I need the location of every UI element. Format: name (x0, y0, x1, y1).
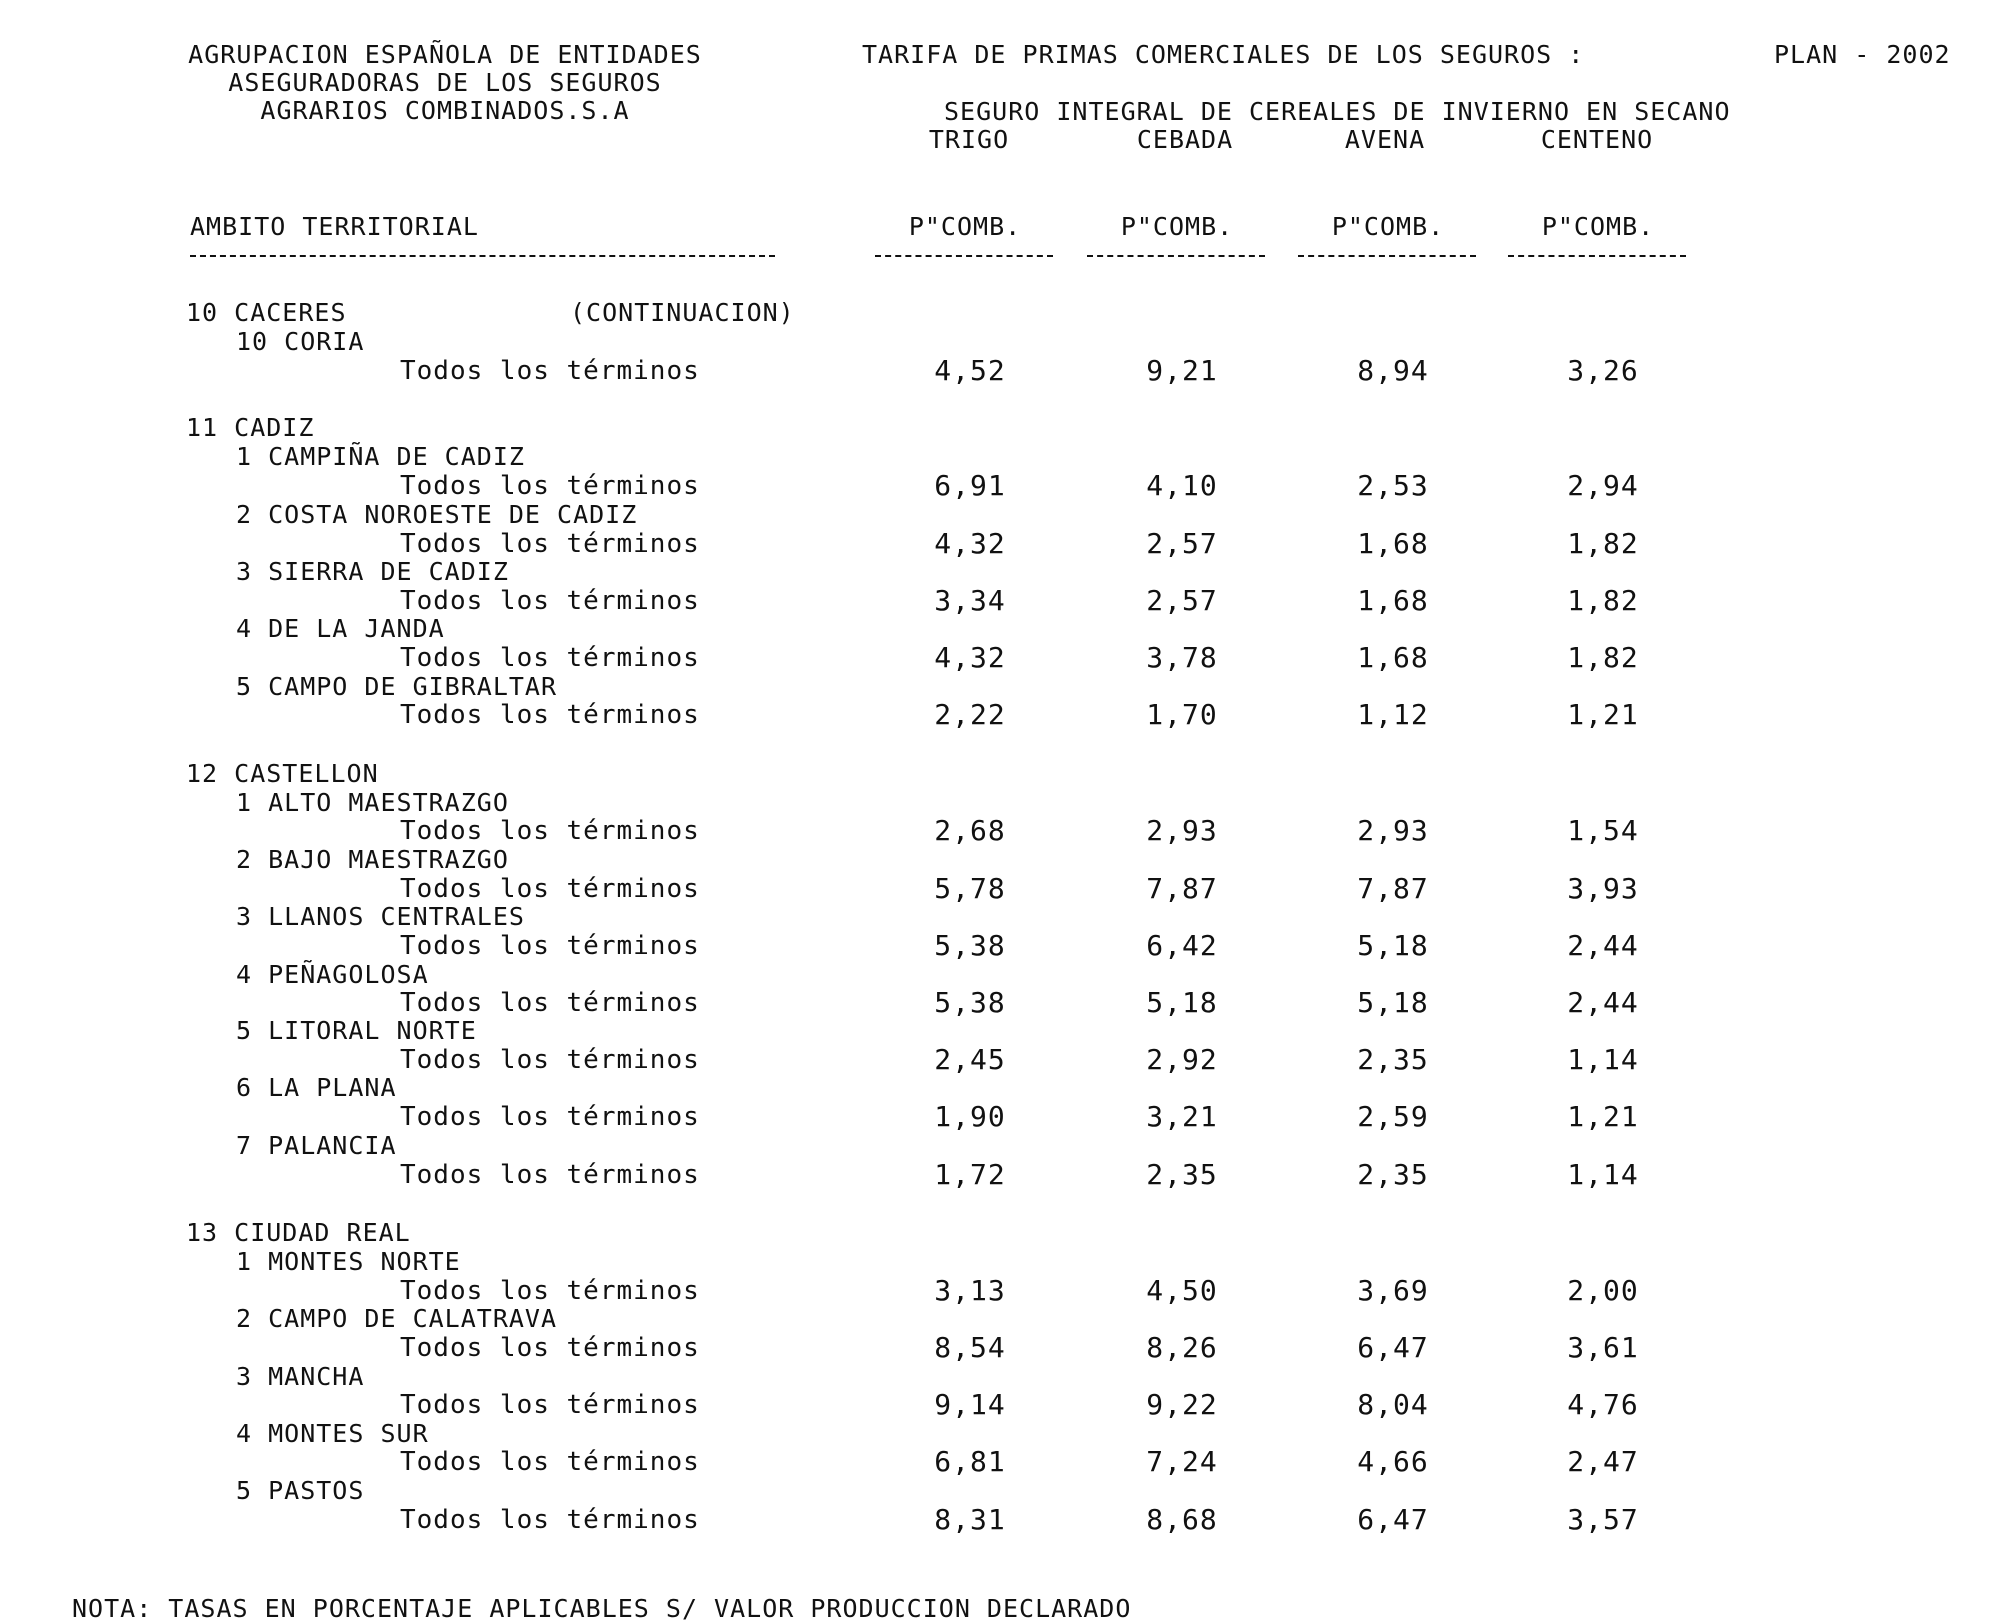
value-cebada: 7,24 (1146, 1445, 1218, 1478)
value-trigo: 6,81 (934, 1445, 1006, 1478)
comarca-label: 3 SIERRA DE CADIZ (236, 557, 509, 586)
value-avena: 1,68 (1357, 584, 1429, 617)
value-cebada: 2,57 (1146, 584, 1218, 617)
value-centeno: 1,82 (1567, 641, 1639, 674)
value-trigo: 6,91 (934, 469, 1006, 502)
subheader-avena: P"COMB. (1331, 212, 1445, 241)
province-label: 10 CACERES (186, 298, 347, 327)
value-cebada: 8,68 (1146, 1503, 1218, 1536)
value-trigo: 3,13 (934, 1274, 1006, 1307)
value-avena: 1,68 (1357, 641, 1429, 674)
value-trigo: 3,34 (934, 584, 1006, 617)
value-avena: 6,47 (1357, 1503, 1429, 1536)
value-centeno: 1,14 (1567, 1043, 1639, 1076)
comarca-label: 2 CAMPO DE CALATRAVA (236, 1304, 558, 1333)
terms-label: Todos los términos (400, 874, 700, 904)
value-avena: 2,53 (1357, 469, 1429, 502)
province-label: 12 CASTELLON (186, 759, 379, 788)
value-centeno: 1,21 (1567, 1100, 1639, 1133)
terms-label: Todos los términos (400, 356, 700, 386)
value-avena: 2,35 (1357, 1043, 1429, 1076)
value-centeno: 3,26 (1567, 354, 1639, 387)
terms-label: Todos los términos (400, 643, 700, 673)
comarca-label: 1 ALTO MAESTRAZGO (236, 788, 509, 817)
comarca-label: 5 LITORAL NORTE (236, 1016, 477, 1045)
terms-label: Todos los términos (400, 471, 700, 501)
underline-centeno (1508, 255, 1686, 257)
terms-label: Todos los términos (400, 700, 700, 730)
terms-label: Todos los términos (400, 1390, 700, 1420)
comarca-label: 10 CORIA (236, 327, 365, 356)
value-trigo: 5,78 (934, 872, 1006, 905)
terms-label: Todos los términos (400, 1102, 700, 1132)
terms-label: Todos los términos (400, 931, 700, 961)
value-cebada: 8,26 (1146, 1331, 1218, 1364)
value-avena: 4,66 (1357, 1445, 1429, 1478)
terms-label: Todos los términos (400, 1447, 700, 1477)
terms-label: Todos los términos (400, 586, 700, 616)
value-trigo: 9,14 (934, 1388, 1006, 1421)
value-centeno: 3,61 (1567, 1331, 1639, 1364)
crop-header-trigo: TRIGO (928, 125, 1010, 154)
value-centeno: 4,76 (1567, 1388, 1639, 1421)
value-cebada: 5,18 (1146, 986, 1218, 1019)
value-centeno: 2,00 (1567, 1274, 1639, 1307)
value-trigo: 8,54 (934, 1331, 1006, 1364)
value-avena: 2,59 (1357, 1100, 1429, 1133)
value-avena: 5,18 (1357, 986, 1429, 1019)
terms-label: Todos los términos (400, 1160, 700, 1190)
org-name-line3: AGRARIOS COMBINADOS.S.A (260, 96, 630, 125)
subheader-cebada: P"COMB. (1120, 212, 1234, 241)
terms-label: Todos los términos (400, 988, 700, 1018)
value-trigo: 1,90 (934, 1100, 1006, 1133)
ambito-underline (190, 255, 775, 257)
comarca-label: 3 MANCHA (236, 1362, 365, 1391)
value-cebada: 2,57 (1146, 527, 1218, 560)
value-avena: 6,47 (1357, 1331, 1429, 1364)
value-avena: 2,93 (1357, 814, 1429, 847)
value-cebada: 9,21 (1146, 354, 1218, 387)
value-cebada: 9,22 (1146, 1388, 1218, 1421)
value-cebada: 2,93 (1146, 814, 1218, 847)
value-trigo: 4,32 (934, 641, 1006, 674)
plan-label: PLAN - 2002 (1774, 40, 1951, 69)
comarca-label: 2 COSTA NOROESTE DE CADIZ (236, 500, 638, 529)
org-name-line2: ASEGURADORAS DE LOS SEGUROS (228, 68, 662, 97)
comarca-label: 5 PASTOS (236, 1476, 365, 1505)
value-centeno: 2,44 (1567, 929, 1639, 962)
value-cebada: 4,10 (1146, 469, 1218, 502)
value-centeno: 3,57 (1567, 1503, 1639, 1536)
value-avena: 5,18 (1357, 929, 1429, 962)
value-trigo: 2,45 (934, 1043, 1006, 1076)
comarca-label: 4 MONTES SUR (236, 1419, 429, 1448)
value-trigo: 8,31 (934, 1503, 1006, 1536)
underline-cebada (1087, 255, 1265, 257)
value-cebada: 4,50 (1146, 1274, 1218, 1307)
value-centeno: 1,82 (1567, 584, 1639, 617)
value-avena: 8,94 (1357, 354, 1429, 387)
terms-label: Todos los términos (400, 529, 700, 559)
crop-header-centeno: CENTENO (1540, 125, 1654, 154)
value-centeno: 2,44 (1567, 986, 1639, 1019)
underline-trigo (875, 255, 1053, 257)
crop-header-avena: AVENA (1344, 125, 1426, 154)
value-centeno: 1,21 (1567, 698, 1639, 731)
org-name-line1: AGRUPACION ESPAÑOLA DE ENTIDADES (188, 40, 702, 69)
comarca-label: 1 CAMPIÑA DE CADIZ (236, 442, 525, 471)
comarca-label: 2 BAJO MAESTRAZGO (236, 845, 509, 874)
province-label: 11 CADIZ (186, 413, 315, 442)
value-centeno: 3,93 (1567, 872, 1639, 905)
underline-avena (1298, 255, 1476, 257)
subheader-trigo: P"COMB. (908, 212, 1022, 241)
value-trigo: 4,32 (934, 527, 1006, 560)
value-cebada: 3,78 (1146, 641, 1218, 674)
seguro-title: SEGURO INTEGRAL DE CEREALES DE INVIERNO EN SECANO (944, 97, 1731, 126)
value-trigo: 5,38 (934, 986, 1006, 1019)
comarca-label: 7 PALANCIA (236, 1131, 397, 1160)
value-cebada: 3,21 (1146, 1100, 1218, 1133)
comarca-label: 1 MONTES NORTE (236, 1247, 461, 1276)
comarca-label: 6 LA PLANA (236, 1073, 397, 1102)
terms-label: Todos los términos (400, 1505, 700, 1535)
value-avena: 3,69 (1357, 1274, 1429, 1307)
value-avena: 2,35 (1357, 1158, 1429, 1191)
tarifa-title: TARIFA DE PRIMAS COMERCIALES DE LOS SEGUROS : (862, 40, 1585, 69)
province-label: 13 CIUDAD REAL (186, 1218, 411, 1247)
value-cebada: 7,87 (1146, 872, 1218, 905)
value-cebada: 2,35 (1146, 1158, 1218, 1191)
value-avena: 1,68 (1357, 527, 1429, 560)
terms-label: Todos los términos (400, 816, 700, 846)
terms-label: Todos los términos (400, 1333, 700, 1363)
subheader-centeno: P"COMB. (1541, 212, 1655, 241)
value-trigo: 1,72 (934, 1158, 1006, 1191)
value-cebada: 1,70 (1146, 698, 1218, 731)
value-centeno: 1,82 (1567, 527, 1639, 560)
comarca-label: 3 LLANOS CENTRALES (236, 902, 525, 931)
value-trigo: 4,52 (934, 354, 1006, 387)
value-avena: 8,04 (1357, 1388, 1429, 1421)
comarca-label: 5 CAMPO DE GIBRALTAR (236, 672, 558, 701)
terms-label: Todos los términos (400, 1276, 700, 1306)
continuation-note: (CONTINUACION) (570, 298, 795, 327)
value-trigo: 2,22 (934, 698, 1006, 731)
value-avena: 7,87 (1357, 872, 1429, 905)
value-centeno: 2,94 (1567, 469, 1639, 502)
comarca-label: 4 DE LA JANDA (236, 614, 445, 643)
value-centeno: 1,14 (1567, 1158, 1639, 1191)
value-cebada: 6,42 (1146, 929, 1218, 962)
value-centeno: 2,47 (1567, 1445, 1639, 1478)
crop-header-cebada: CEBADA (1136, 125, 1234, 154)
footer-note: NOTA: TASAS EN PORCENTAJE APLICABLES S/ VALOR PRODUCCION DECLARADO (72, 1594, 1132, 1623)
value-trigo: 5,38 (934, 929, 1006, 962)
value-avena: 1,12 (1357, 698, 1429, 731)
value-cebada: 2,92 (1146, 1043, 1218, 1076)
value-centeno: 1,54 (1567, 814, 1639, 847)
terms-label: Todos los términos (400, 1045, 700, 1075)
comarca-label: 4 PEÑAGOLOSA (236, 960, 429, 989)
value-trigo: 2,68 (934, 814, 1006, 847)
ambito-territorial-header: AMBITO TERRITORIAL (190, 212, 479, 241)
